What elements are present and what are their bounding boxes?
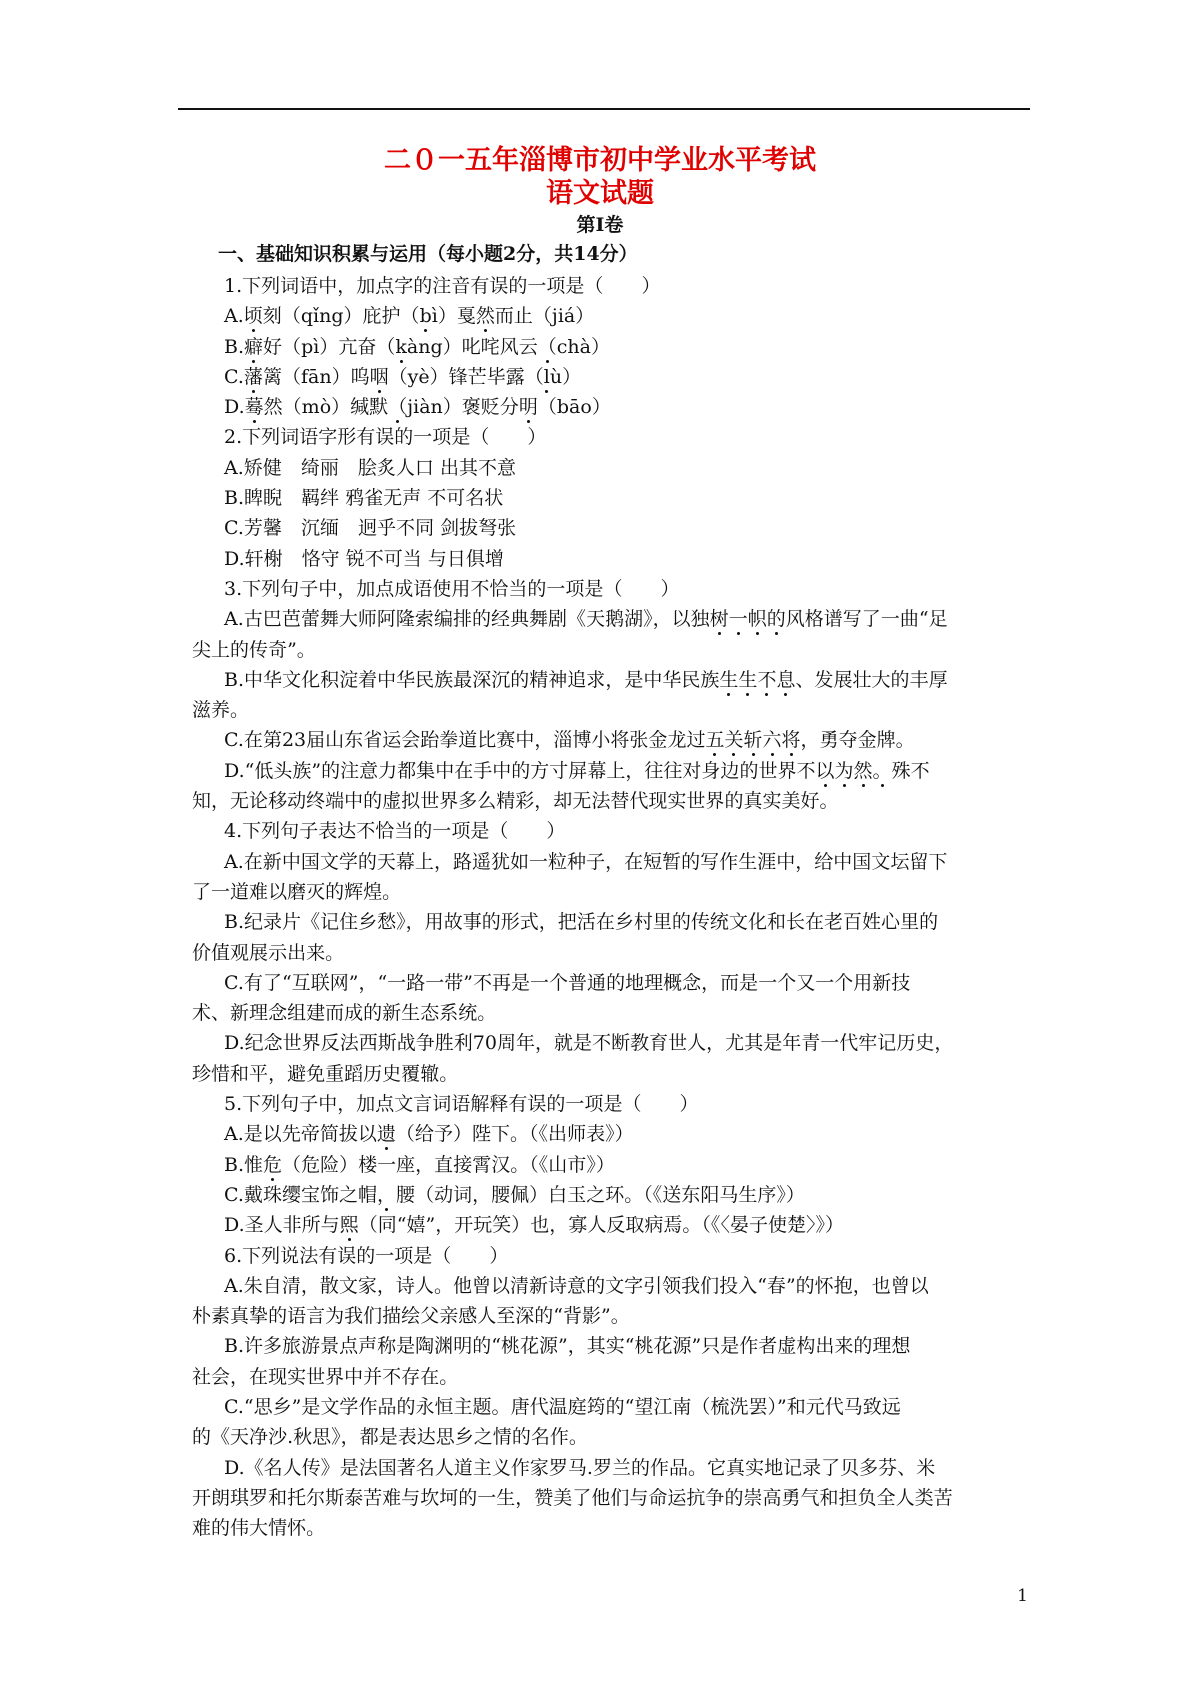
text-line: A.在新中国文学的天幕上，路遥犹如一粒种子，在短暂的写作生涯中，给中国文坛留下 [224,850,948,873]
emphasis-dot-char: 危 [263,1153,283,1176]
emphasis-dot-char: 咽 [369,365,389,388]
text-line: 1.下列词语中，加点字的注音有误的一项是（ ） [224,275,661,297]
text-line: A.朱自清，散文家，诗人。他曾以清新诗意的文字引领我们投入“春”的怀抱，也曾以 [224,1274,929,1297]
text-line: 朴素真挚的语言为我们描绘父亲感人至深的“背影”。 [192,1305,630,1328]
emphasis-dot-char: ， [377,1183,397,1206]
section-heading: 一、基础知识积累与运用（每小题2分，共14分） [218,243,638,265]
text-line: A.是以先帝简拔以遗（给予）陛下。（《出师表》） [224,1123,634,1146]
emphasis-dot-char: 然 [853,759,873,782]
emphasis-dot-char: 熙 [339,1214,359,1237]
emphasis-dot-char: （ [537,335,557,358]
emphasis-dot-char: 明 [518,396,538,419]
text-line: A.顷刻（qǐng）庇护（bì）戛然而止（jiá） [224,305,595,328]
text-line: 珍惜和平，避免重蹈历史覆辙。 [192,1062,459,1085]
emphasis-dot-char: （ [388,396,408,419]
text-line: 尖上的传奇”。 [192,638,316,661]
text-line: D.“低头族”的注意力都集中在手中的方寸屏幕上，往往对身边的世界不以为然。殊不 [224,759,930,782]
emphasis-dot-char: 帜 [747,608,767,631]
emphasis-dot-char: 六 [762,729,782,752]
text-line: 难的伟大情怀。 [192,1517,326,1540]
emphasis-dot-char: k [395,335,407,358]
volume-heading: 第Ⅰ卷 [576,214,624,236]
text-line: B.许多旅游景点声称是陶渊明的“桃花源”，其实“桃花源”只是作者虚构出来的理想 [224,1335,911,1358]
text-line: B.纪录片《记住乡愁》，用故事的形式，把活在乡村里的传统文化和长在老百姓心里的 [224,911,939,934]
text-line: 4.下列句子表达不恰当的一项是（ ） [224,820,566,843]
text-line: C.芳馨 沉缅 迥乎不同 剑拔弩张 [224,517,517,540]
text-line: C.有了“互联网”，“一路一带”不再是一个普通的地理概念，而是一个又一个用新技 [224,971,911,994]
text-line: D.纪念世界反法西斯战争胜利70周年，就是不断教育世人，尤其是年青一代牢记历史， [224,1032,954,1055]
text-line: C.在第23届山东省运会跆拳道比赛中，淄博小将张金龙过五关斩六将，勇夺金牌。 [224,729,915,752]
text-line: 社会，在现实世界中并不存在。 [192,1365,459,1388]
text-line: 知，无论移动终端中的虚拟世界多么精彩，却无法替代现实世界的真实美好。 [192,790,839,813]
emphasis-dot-char: 五 [705,729,725,752]
emphasis-dot-char: l [543,365,550,388]
page-number: 1 [1017,1586,1028,1606]
emphasis-dot-char: 息 [776,668,796,691]
text-line: 开朗琪罗和托尔斯泰苦难与坎坷的一生，赞美了他们与命运抗争的崇高勇气和担负全人类苦 [192,1486,953,1509]
text-line: D.蓦然（mò）缄默（jiàn）褒贬分明（bāo） [224,396,611,419]
emphasis-dot-char: 然 [475,305,495,328]
text-line: B.癖好（pì）亢奋（kàng）叱咤风云（chà） [224,335,610,358]
emphasis-dot-char: 藩 [243,365,263,388]
emphasis-dot-char: 为 [834,759,854,782]
emphasis-dot-char: 以 [815,759,835,782]
text-line: 滋养。 [192,699,250,722]
emphasis-dot-char: 一 [728,608,748,631]
exam-title: 二０一五年淄博市初中学业水平考试 [384,145,816,176]
text-line: D.轩榭 恪守 锐不可当 与日俱增 [224,547,504,570]
text-line: D.《名人传》是法国著名人道主义作家罗马.罗兰的作品。它真实地记录了贝多芬、米 [224,1456,936,1479]
text-line: B.中华文化积淀着中华民族最深沉的精神追求，是中华民族生生不息、发展壮大的丰厚 [224,668,948,691]
emphasis-dot-char: 蓦 [244,396,264,419]
text-line: 术、新理念组建而成的新生态系统。 [192,1002,497,1025]
text-line: C.戴珠缨宝饰之帽，腰（动词，腰佩）白玉之环。（《送东阳马生序》） [224,1183,805,1206]
text-line: 3.下列句子中，加点成语使用不恰当的一项是（ ） [224,577,680,600]
text-line: 5.下列句子中，加点文言词语解释有误的一项是（ ） [224,1093,699,1116]
emphasis-dot-char: 的 [766,608,786,631]
emphasis-dot-char: 生 [719,668,739,691]
text-line: 6.下列说法有误的一项是（ ） [224,1244,509,1267]
text-line: 价值观展示出来。 [192,941,345,964]
text-line: B.睥睨 羁绊 鸦雀无声 不可名状 [224,487,504,510]
emphasis-dot-char: 树 [709,608,729,631]
text-line: C.“思乡”是文学作品的永恒主题。唐代温庭筠的“望江南（梳洗罢）”和元代马致远 [224,1395,901,1418]
question-body [192,271,1028,1543]
emphasis-dot-char: 癖 [244,335,264,358]
text-line: A.矫健 绮丽 脍炙人口 出其不意 [224,456,517,479]
emphasis-dot-char: 顷 [243,305,263,328]
text-line: B.惟危（危险）楼一座，直接霄汉。（《山市》） [224,1153,615,1176]
text-line: 的《天净沙.秋思》，都是表达思乡之情的名作。 [192,1426,588,1449]
exam-subtitle: 语文试题 [546,178,654,209]
text-line: 了一道难以磨灭的辉煌。 [192,880,402,903]
text-line: D.圣人非所与熙（同“嬉”，开玩笑）也，寡人反取病焉。（《〈晏子使楚〉》） [224,1214,845,1237]
text-line: 2.下列词语字形有误的一项是（ ） [224,426,547,449]
header-rule [178,108,1030,110]
emphasis-dot-char: b [419,305,432,328]
text-line: A.古巴芭蕾舞大师阿隆索编排的经典舞剧《天鹅湖》，以独树一帜的风格谱写了一曲“足 [224,608,948,631]
emphasis-dot-char: 斩 [743,729,763,752]
emphasis-dot-char: 将 [781,729,801,752]
emphasis-dot-char: 。 [872,759,892,782]
emphasis-dot-char: 遗 [376,1123,396,1146]
text-line: C.藩篱（fān）呜咽（yè）锋芒毕露（lù） [224,365,582,388]
emphasis-dot-char: 不 [757,668,777,691]
emphasis-dot-char: 关 [724,729,744,752]
emphasis-dot-char: 生 [738,668,758,691]
